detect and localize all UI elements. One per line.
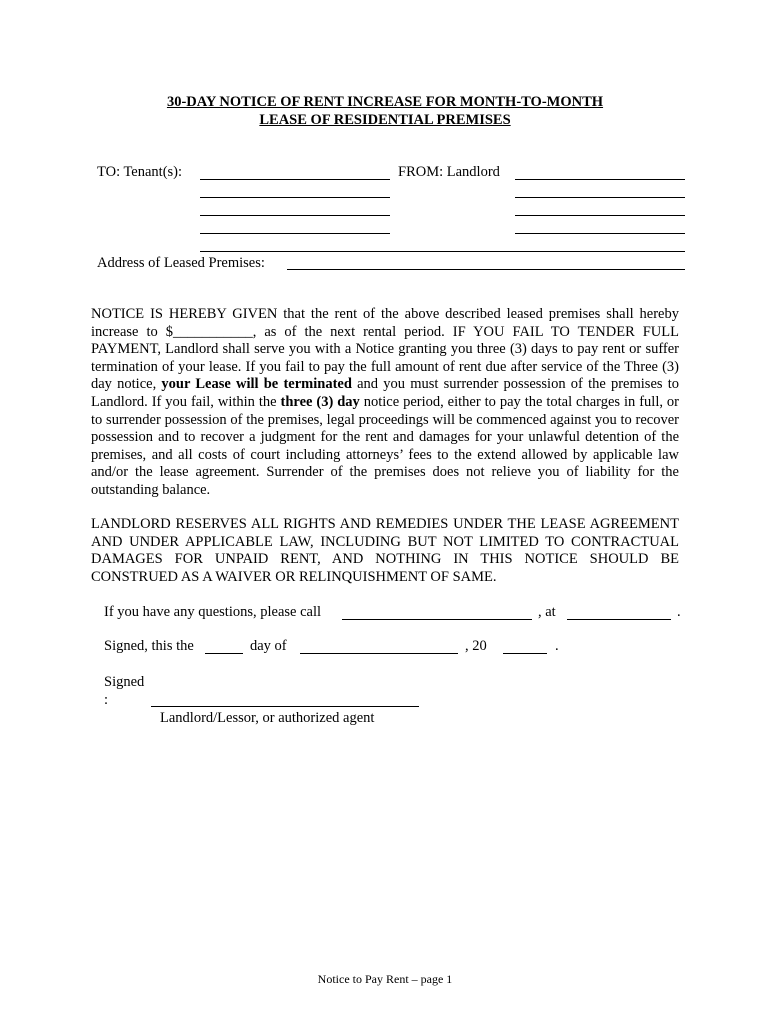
questions-at: , at [538, 604, 556, 620]
landlord-name-field-2[interactable] [515, 197, 685, 198]
landlord-name-field-3[interactable] [515, 215, 685, 216]
day-of-text: day of [250, 638, 287, 654]
signed-this-text: Signed, this the [104, 638, 194, 654]
notice-bold-three-day: three (3) day [280, 393, 360, 410]
address-line-1[interactable] [200, 251, 685, 252]
signed-day-field[interactable] [205, 653, 243, 654]
tenant-name-field-3[interactable] [200, 215, 390, 216]
signed-date-period: . [555, 638, 559, 654]
notice-text-a: NOTICE IS HEREBY GIVEN that the rent of the above described leased premises shall hereby increase to $___________, as of the next rental period. IF YOU FAIL TO TENDER FULL PAYMENT, Landlord shall serve you with a Notice granting you three (3) days to pay rent or suffer termination of your lease. If you fail to pay the full amount of rent due after service of the Three (3) day notice, [91, 306, 679, 393]
signed-year-field[interactable] [503, 653, 547, 654]
questions-period: . [677, 604, 681, 620]
notice-text-c: notice period, either to pay the total charges in full, or to surrender possession of the premises, legal proceedings will be commenced against you to recover possession and to recover a judgment for the rent and damages for your unlawful detention of the premises, and all costs of court including attorneys’ fees to the extend allowed by applicable law and/or the lease agreement. Surrender of the premises does not relieve you of liability for the outstanding balance. [91, 393, 679, 498]
signed-month-field[interactable] [300, 653, 458, 654]
signed-label: Signed [104, 674, 145, 690]
address-label: Address of Leased Premises: [97, 255, 265, 271]
signed-colon: : [104, 692, 109, 708]
document-title [0, 93, 770, 129]
notice-bold-lease-terminated: your Lease will be terminated [161, 376, 352, 393]
contact-name-field[interactable] [342, 619, 532, 620]
title-line-1: 30-DAY NOTICE OF RENT INCREASE FOR MONTH-TO-MONTH [166, 94, 604, 110]
signature-field[interactable] [151, 706, 419, 707]
tenant-name-field-2[interactable] [200, 197, 390, 198]
tenant-name-field-4[interactable] [200, 233, 390, 234]
reservation-paragraph: LANDLORD RESERVES ALL RIGHTS AND REMEDIES UNDER THE LEASE AGREEMENT AND UNDER APPLICABLE LAW, INCLUDING BUT NOT LIMITED TO CONTRACTUAL DAMAGES FOR UNPAID RENT, AND NOTHING IN THIS NOTICE SHOULD BE CONSTRUED AS A WAIVER OR RELINQUISHMENT OF SAME. [91, 516, 679, 585]
landlord-name-field-4[interactable] [515, 233, 685, 234]
questions-text: If you have any questions, please call [104, 604, 322, 620]
notice-text-b: and you must surrender possession of the premises to Landlord. If you fail, within the [91, 376, 680, 410]
year-prefix-text: , 20 [465, 638, 487, 654]
notice-paragraph [91, 306, 679, 500]
to-tenants-label: TO: Tenant(s): [97, 164, 183, 180]
contact-phone-field[interactable] [567, 619, 671, 620]
landlord-name-field-1[interactable] [515, 179, 685, 180]
page-footer: Notice to Pay Rent – page 1 [317, 972, 453, 986]
tenant-name-field-1[interactable] [200, 179, 390, 180]
address-field[interactable] [287, 269, 685, 270]
title-line-2: LEASE OF RESIDENTIAL PREMISES [259, 112, 511, 128]
signature-caption: Landlord/Lessor, or authorized agent [160, 710, 375, 726]
from-landlord-label: FROM: Landlord [398, 164, 500, 180]
